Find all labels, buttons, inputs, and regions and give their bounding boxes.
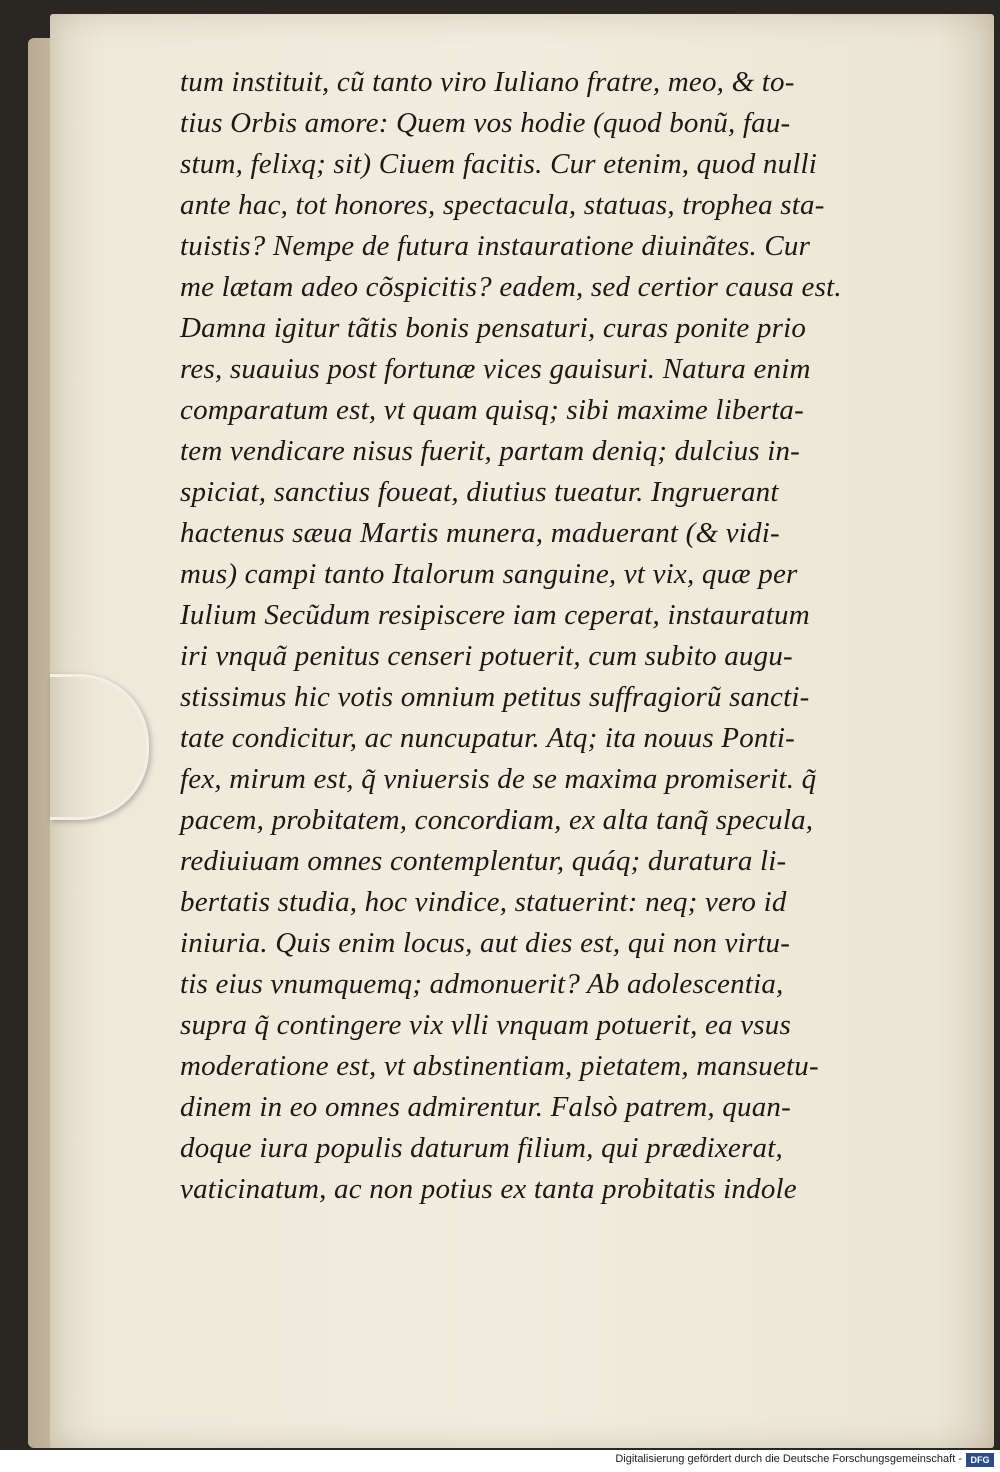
text-line: bertatis studia, hoc vindice, statuerint: neq; vero id — [180, 886, 787, 918]
text-line: tuistis? Nempe de futura instauratione diuinãtes. Cur — [180, 230, 811, 262]
text-line: fex, mirum est, q̃ vniuersis de se maxima promiserit. q̃ — [180, 763, 817, 795]
text-line: spiciat, sanctius foueat, diutius tueatur. Ingruerant — [180, 476, 779, 508]
text-line: me lætam adeo cõspicitis? eadem, sed certior causa est. — [180, 271, 842, 303]
text-line: stum, felixq; sit) Ciuem facitis. Cur etenim, quod nulli — [180, 148, 818, 180]
text-line: tius Orbis amore: Quem vos hodie (quod bonũ, fau- — [180, 107, 791, 139]
text-line: moderatione est, vt abstinentiam, pietatem, mansuetu- — [180, 1050, 819, 1082]
text-line: iniuria. Quis enim locus, aut dies est, qui non virtu- — [180, 927, 791, 959]
text-line: Damna igitur tãtis bonis pensaturi, curas ponite prio — [180, 312, 807, 344]
footer-bar — [0, 1450, 1000, 1472]
text-line: iri vnquã penitus censeri potuerit, cum subito augu- — [180, 640, 793, 672]
text-line: tate condicitur, ac nuncupatur. Atq; ita nouus Ponti- — [180, 722, 795, 754]
text-line: tem vendicare nisus fuerit, partam deniq; dulcius in- — [180, 435, 801, 467]
text-line: supra q̃ contingere vix vlli vnquam potuerit, ea vsus — [180, 1009, 791, 1041]
dfg-logo: DFG — [966, 1453, 994, 1467]
text-line: res, suauius post fortunæ vices gauisuri. Natura enim — [180, 353, 811, 385]
page-text — [180, 62, 945, 1210]
text-line: tis eius vnumquemq; admonuerit? Ab adolescentia, — [180, 968, 784, 1000]
ribbon-bookmark — [50, 674, 149, 820]
text-line: stissimus hic votis omnium petitus suffragiorũ sancti- — [180, 681, 810, 713]
text-line: doque iura populis daturum filium, qui prædixerat, — [180, 1132, 783, 1164]
text-line: rediuiuam omnes contemplentur, quáq; duratura li- — [180, 845, 787, 877]
text-line: tum instituit, cũ tanto viro Iuliano fratre, meo, & to- — [180, 66, 795, 98]
funding-credit: Digitalisierung gefördert durch die Deutsche Forschungsgemeinschaft - — [615, 1453, 962, 1465]
text-line: dinem in eo omnes admirentur. Falsò patrem, quan- — [180, 1091, 791, 1123]
text-line: hactenus sæua Martis munera, maduerant (& vidi- — [180, 517, 780, 549]
text-line: vaticinatum, ac non potius ex tanta probitatis indole — [180, 1173, 797, 1205]
text-line: comparatum est, vt quam quisq; sibi maxime liberta- — [180, 394, 804, 426]
text-line: mus) campi tanto Italorum sanguine, vt vix, quæ per — [180, 558, 798, 590]
text-line: ante hac, tot honores, spectacula, statuas, trophea sta- — [180, 189, 825, 221]
text-line: Iulium Secũdum resipiscere iam ceperat, instauratum — [180, 599, 810, 631]
text-line: pacem, probitatem, concordiam, ex alta tanq̃ specula, — [180, 804, 814, 836]
